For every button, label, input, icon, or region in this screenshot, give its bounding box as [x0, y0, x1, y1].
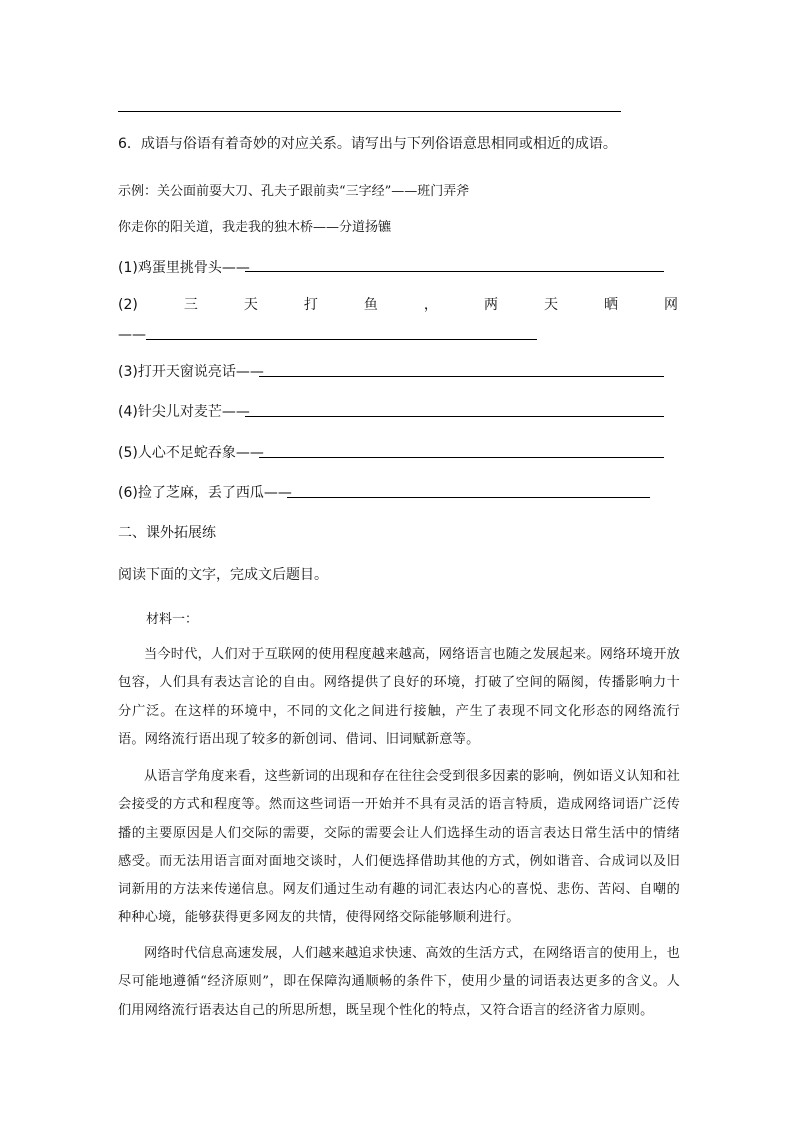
- material-one-label: 材料一：: [146, 612, 199, 627]
- item-2-char: (2): [118, 297, 138, 313]
- material-paragraph-2: [118, 763, 680, 933]
- example-line-1: 示例：关公面前耍大刀、孔夫子跟前卖“三字经”——班门弄斧: [118, 184, 470, 199]
- item-4-answer-blank[interactable]: [245, 416, 664, 417]
- item-2-answer-blank[interactable]: [146, 339, 537, 340]
- item-2-char: 三: [183, 297, 198, 313]
- item-6-answer-blank[interactable]: [287, 497, 650, 498]
- question-6-title: 6．成语与俗语有着奇妙的对应关系。请写出与下列俗语意思相同或相近的成语。: [118, 136, 617, 152]
- paragraph-2-text: 从语言学角度来看，这些新词的出现和存在往往会受到很多因素的影响，例如语义认知和社会接受的方式和程度等。然而这些词语一开始并不具有灵活的语言特质，造成网络词语广泛传播的主要原因是人们交际的需要，交际的需要会让人们选择生动的语言表达日常生活中的情绪感受。而无法用语言面对面地交谈时，人们便选择借助其他的方式，例如谐音、合成词以及旧词新用的方法来传递信息。网友们通过生动有趣的词汇表达内心的喜悦、悲伤、苦闷、自嘲的种种心境，能够获得更多网友的共情，使得网络交际能够顺利进行。: [118, 769, 680, 926]
- item-1-label: (1)鸡蛋里挑骨头——: [118, 260, 250, 276]
- section-2-heading: 二、课外拓展练: [118, 525, 216, 541]
- item-3-label: (3)打开天窗说亮话——: [118, 364, 264, 380]
- item-2-char: 网: [663, 297, 678, 313]
- item-2-char: 天: [243, 297, 258, 313]
- item-2-char: 天: [543, 297, 558, 313]
- item-4-label: (4)针尖儿对麦芒——: [118, 404, 250, 420]
- item-6-label: (6)捡了芝麻，丢了西瓜——: [118, 485, 292, 501]
- item-2-char: 鱼: [363, 297, 378, 313]
- item-5-label: (5)人心不足蛇吞象——: [118, 445, 264, 461]
- paragraph-1-text: 当今时代，人们对于互联网的使用程度越来越高，网络语言也随之发展起来。网络环境开放包容，人们具有表达言论的自由。网络提供了良好的环境，打破了空间的隔阂，传播影响力十分广泛。在这样的环境中，不同的文化之间进行接触，产生了表现不同文化形态的网络流行语。网络流行语出现了较多的新创词、借词、旧词赋新意等。: [118, 647, 680, 747]
- reading-instruction: 阅读下面的文字，完成文后题目。: [118, 567, 328, 583]
- top-answer-line: [118, 111, 621, 112]
- paragraph-3-text: 网络时代信息高速发展，人们越来越追求快速、高效的生活方式，在网络语言的使用上，也尽可能地遵循“经济原则”，即在保障沟通顺畅的条件下，使用少量的词语表达更多的含义。人们用网络流行语表达自己的所思所想，既呈现个性化的特点，又符合语言的经济省力原则。: [118, 946, 680, 1018]
- material-paragraph-1: [118, 641, 680, 754]
- item-2-dash: ——: [118, 327, 146, 343]
- material-paragraph-3: [118, 940, 680, 1025]
- item-2-char: 两: [483, 297, 498, 313]
- item-3-answer-blank[interactable]: [259, 376, 664, 377]
- item-5-answer-blank[interactable]: [259, 457, 664, 458]
- item-2-label-spread: [118, 296, 678, 314]
- item-1-answer-blank[interactable]: [245, 271, 664, 272]
- example-line-2: 你走你的阳关道，我走我的独木桥——分道扬镳: [118, 220, 392, 235]
- item-2-char: 打: [303, 297, 318, 313]
- item-2-char: ，: [423, 297, 438, 313]
- item-2-char: 晒: [603, 297, 618, 313]
